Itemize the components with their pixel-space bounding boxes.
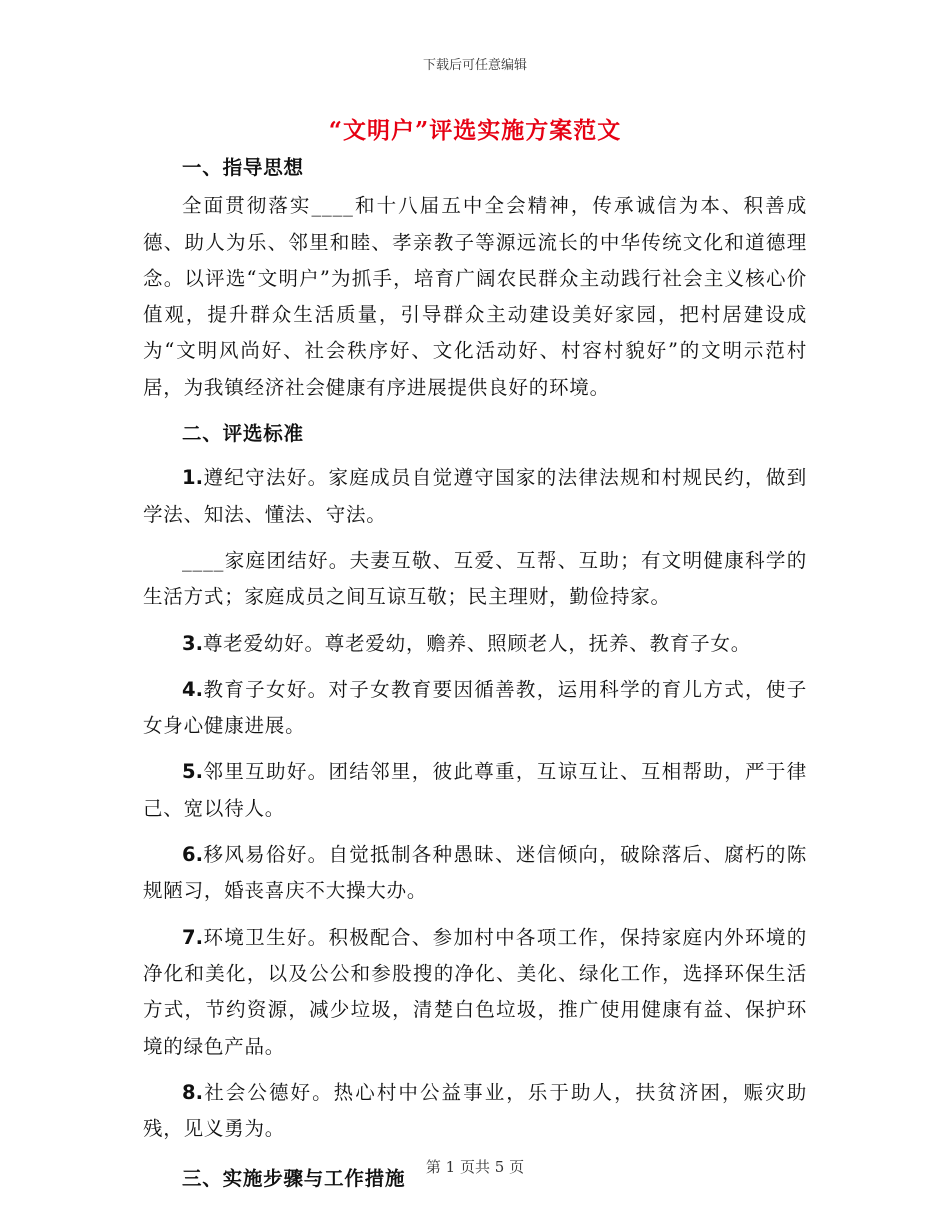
criteria-item-text: 教育子女好。对子女教育要因循善教，运用科学的育儿方式，使子女身心健康进展。 (143, 677, 807, 738)
section-1-paragraph: 全面贯彻落实____和十八届五中全会精神，传承诚信为本、积善成德、助人为乐、邻里和睦、孝亲教子等源远流长的中华传统文化和道德理念。以评选“文明户”为抓手，培育广阔农民群众主动践行社会主义核心价值观，提升群众生活质量，引导群众主动建设美好家园，把村居建设成为“文明风尚好、社会秩序好、文化活动好、村容村貌好”的文明示范村居，为我镇经济社会健康有序进展提供良好的环境。 (143, 194, 807, 399)
criteria-item (143, 460, 807, 533)
criteria-item-text: 社会公德好。热心村中公益事业，乐于助人，扶贫济困，赈灾助残，见义勇为。 (143, 1080, 807, 1141)
section-heading-3: 三、实施步骤与工作措施 (182, 1167, 406, 1191)
criteria-item (143, 543, 807, 616)
criteria-item-number: 1. (182, 466, 203, 490)
page-footer: 第 1 页共 5 页 (425, 1158, 525, 1176)
document-title: “文明户”评选实施方案范文 (328, 117, 622, 144)
criteria-item-number: 5. (182, 760, 203, 784)
criteria-item-number: 3. (182, 631, 203, 655)
criteria-item-number: 4. (182, 677, 203, 701)
document-body (143, 150, 807, 1198)
criteria-item (143, 626, 807, 662)
criteria-item (143, 920, 807, 1065)
criteria-item-text: 邻里互助好。团结邻里，彼此尊重，互谅互让、互相帮助，严于律己、宽以待人。 (143, 760, 807, 820)
criteria-item (143, 672, 807, 745)
criteria-item (143, 1075, 807, 1148)
criteria-item (143, 754, 807, 827)
criteria-item-number: 7. (182, 925, 203, 949)
criteria-item-text: 尊老爱幼好。尊老爱幼，赡养、照顾老人，抚养、教育子女。 (202, 631, 752, 655)
criteria-item (143, 837, 807, 910)
criteria-item-text: 遵纪守法好。家庭成员自觉遵守国家的法律法规和村规民约，做到学法、知法、懂法、守法。 (143, 466, 807, 526)
criteria-item-text: ____家庭团结好。夫妻互敬、互爱、互帮、互助；有文明健康科学的生活方式；家庭成员之间互谅互敬；民主理财，勤俭持家。 (143, 548, 807, 609)
criteria-list (143, 460, 807, 1147)
criteria-item-number: 8. (182, 1080, 203, 1104)
section-heading-1: 一、指导思想 (182, 156, 304, 179)
section-heading-2: 二、评选标准 (182, 422, 304, 446)
criteria-item-text: 环境卫生好。积极配合、参加村中各项工作，保持家庭内外环境的净化和美化，以及公公和参股搜的净化、美化、绿化工作，选择环保生活方式，节约资源，减少垃圾，清楚白色垃圾，推广使用健康有益、保护环境的绿色产品。 (143, 925, 807, 1058)
criteria-item-text: 移风易俗好。自觉抵制各种愚昧、迷信倾向，破除落后、腐朽的陈规陋习，婚丧喜庆不大操大办。 (143, 843, 807, 903)
criteria-item-number: 6. (182, 843, 203, 867)
header-note: 下载后可任意编辑 (422, 58, 527, 73)
